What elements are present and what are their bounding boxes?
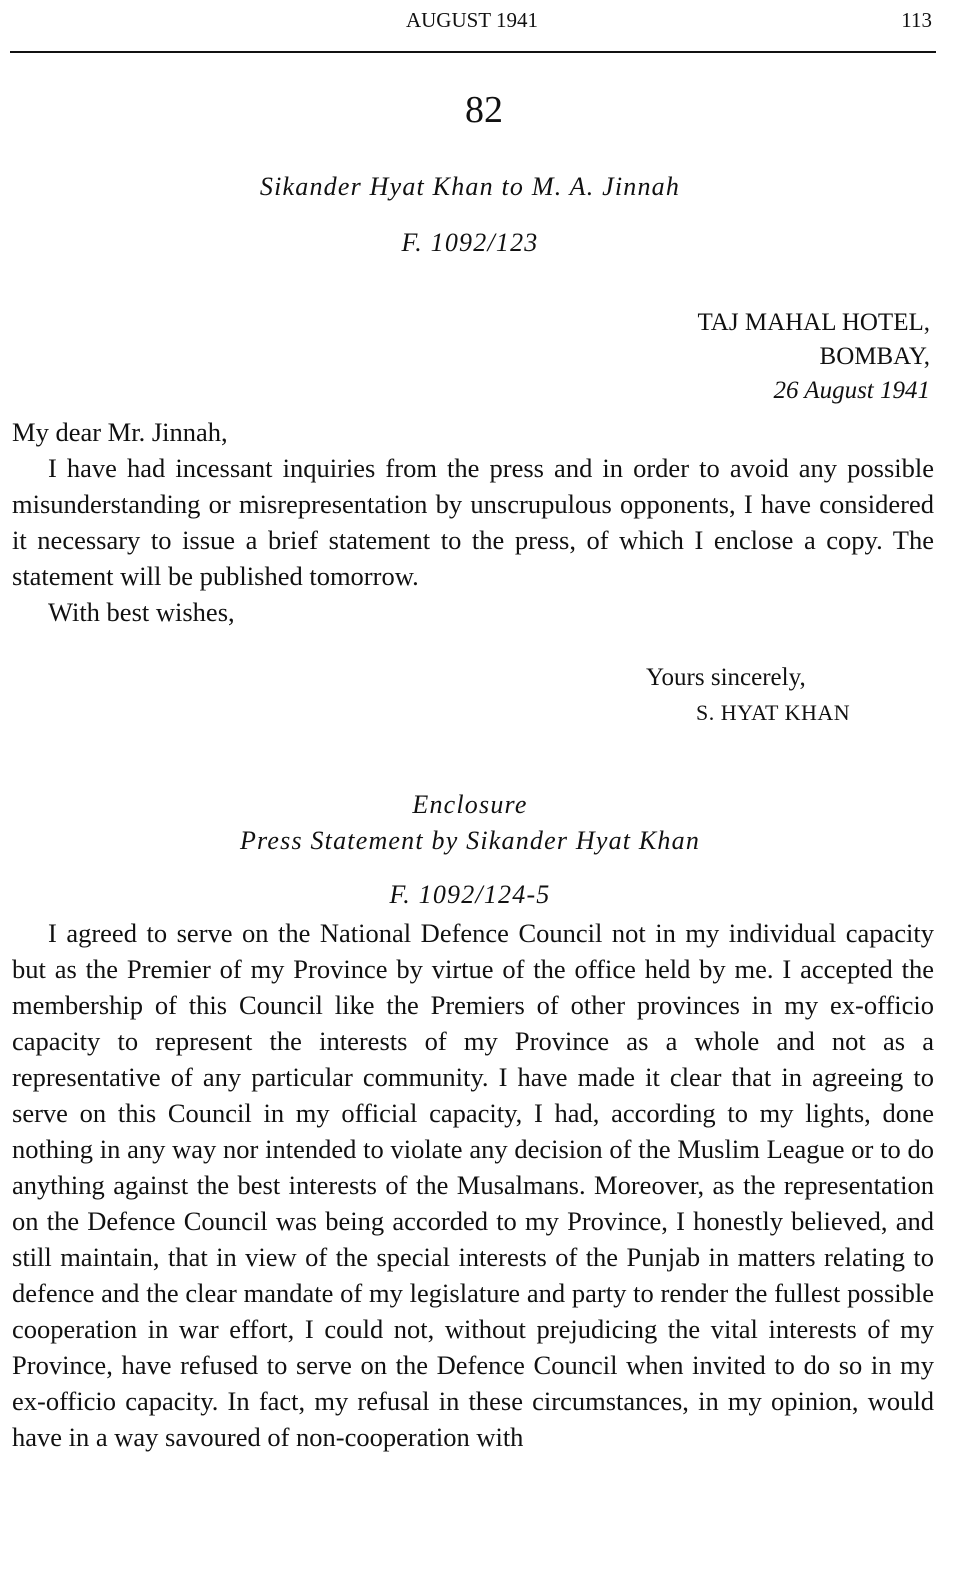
enclosure-label: Enclosure [412,790,528,819]
letter-body [12,414,934,630]
letter-date: 26 August 1941 [773,377,930,404]
document-number: 82 [465,89,503,131]
header-rule [10,51,936,53]
wishes: With best wishes, [48,597,235,627]
enclosure-title: Press Statement by Sikander Hyat Khan [239,826,701,855]
salutation: My dear Mr. Jinnah, [12,417,228,447]
letter-paragraph: I have had incessant inquiries from the press and in order to avoid any possible misunderstanding or misrepresentation by unscrupulous opponents, I have considered it necessary to issue a brief statement to the press, of which I enclose a copy. The statement will be published tomorrow. [12,453,934,591]
closing: Yours sincerely, [646,664,806,691]
sender-address [698,306,930,408]
enclosure-paragraph: I agreed to serve on the National Defence Council not in my individual capacity but as the Premier of my Province by virtue of the office held by me. I accepted the membership of this Council like the Premiers of other provinces in my ex-officio capacity to represent the interests of my Province as a whole and not as a representative of any particular community. I have made it clear that in agreeing to serve on this Council in my official capacity, I had, according to my lights, done nothing in any way nor intended to violate any decision of the Muslim League or to do anything against the best interests of the Musalmans. Moreover, as the representation on the Defence Council was being accorded to my Province, I honestly believed, and still maintain, that in view of the special interests of the Punjab in matters relating to defence and the clear mandate of my legislature and party to render the fullest possible cooperation in war effort, I could not, without prejudicing the vital interests of my Province, have refused to serve on the Defence Council when invited to do so in my ex-officio capacity. In fact, my refusal in these circumstances, in my opinion, would have in a way savoured of non-cooperation with [12,918,934,1452]
page-number: 113 [901,8,932,32]
address-line-2: BOMBAY, [819,343,930,370]
enclosure-body [12,915,934,1455]
address-line-1: TAJ MAHAL HOTEL, [697,309,930,336]
running-title: AUGUST 1941 [405,8,539,32]
signature: S. HYAT KHAN [696,700,851,725]
letter-title: Sikander Hyat Khan to M. A. Jinnah [259,172,681,201]
enclosure-file-reference: F. 1092/124-5 [389,880,551,909]
letter-file-reference: F. 1092/123 [401,228,539,257]
running-head [12,8,932,38]
